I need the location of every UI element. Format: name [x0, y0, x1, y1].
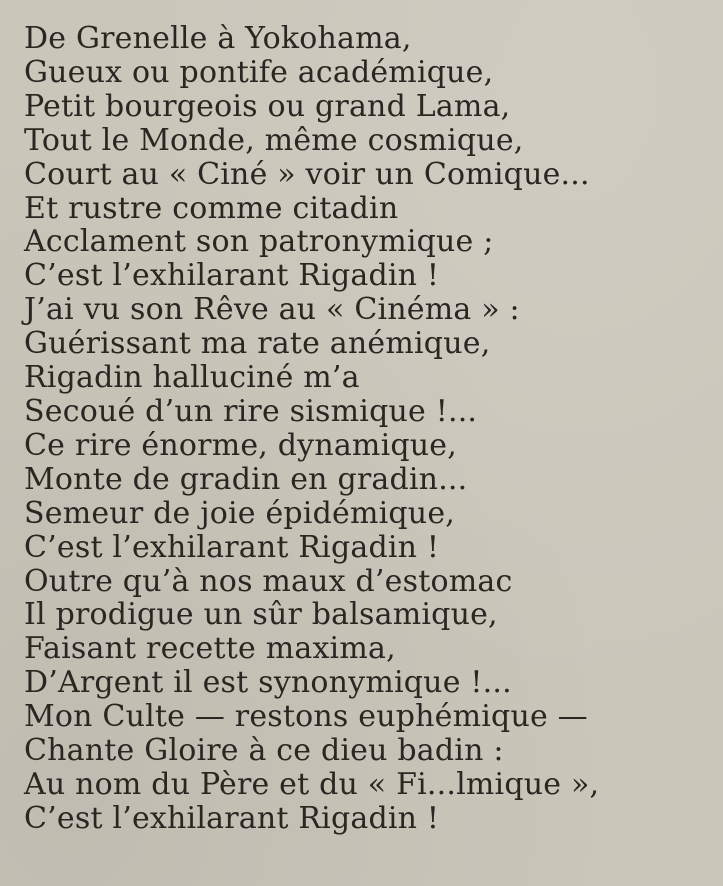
poem-line: Secoué d’un rire sismique !...	[24, 393, 478, 429]
poem-line: Outre qu’à nos maux d’estomac	[24, 563, 513, 599]
poem-line: Gueux ou pontife académique,	[24, 54, 494, 90]
poem-line: D’Argent il est synonymique !...	[24, 665, 512, 701]
poem-line: Monte de gradin en gradin...	[24, 461, 468, 497]
poem-line: Faisant recette maxima,	[24, 631, 396, 667]
poem-text	[18, 22, 715, 836]
poem-line: C’est l’exhilarant Rigadin !	[24, 529, 440, 565]
poem-line: Tout le Monde, même cosmique,	[24, 122, 524, 158]
poem-line: Guérissant ma rate anémique,	[24, 326, 491, 362]
poem-line: Court au « Ciné » voir un Comique...	[24, 156, 590, 192]
poem-line: Ce rire énorme, dynamique,	[24, 427, 457, 463]
poem-line: Il prodigue un sûr balsamique,	[24, 597, 498, 633]
poem-line: De Grenelle à Yokohama,	[24, 21, 412, 56]
poem-line: C’est l’exhilarant Rigadin !	[24, 258, 440, 294]
poem-line: Chante Gloire à ce dieu badin :	[24, 733, 504, 769]
poem-line: Semeur de joie épidémique,	[24, 495, 456, 531]
poem-line: Mon Culte — restons euphémique —	[24, 699, 588, 735]
poem-line: Petit bourgeois ou grand Lama,	[24, 88, 511, 124]
poem-line: Et rustre comme citadin	[24, 190, 399, 226]
poem-line: C’est l’exhilarant Rigadin !	[24, 800, 440, 836]
poem-line: Rigadin halluciné m’a	[24, 360, 360, 396]
poem-line: Acclament son patronymique ;	[24, 224, 494, 260]
poem-line: J’ai vu son Rêve au « Cinéma » :	[24, 292, 520, 328]
poem-line: Au nom du Père et du « Fi...lmique »,	[24, 766, 600, 802]
